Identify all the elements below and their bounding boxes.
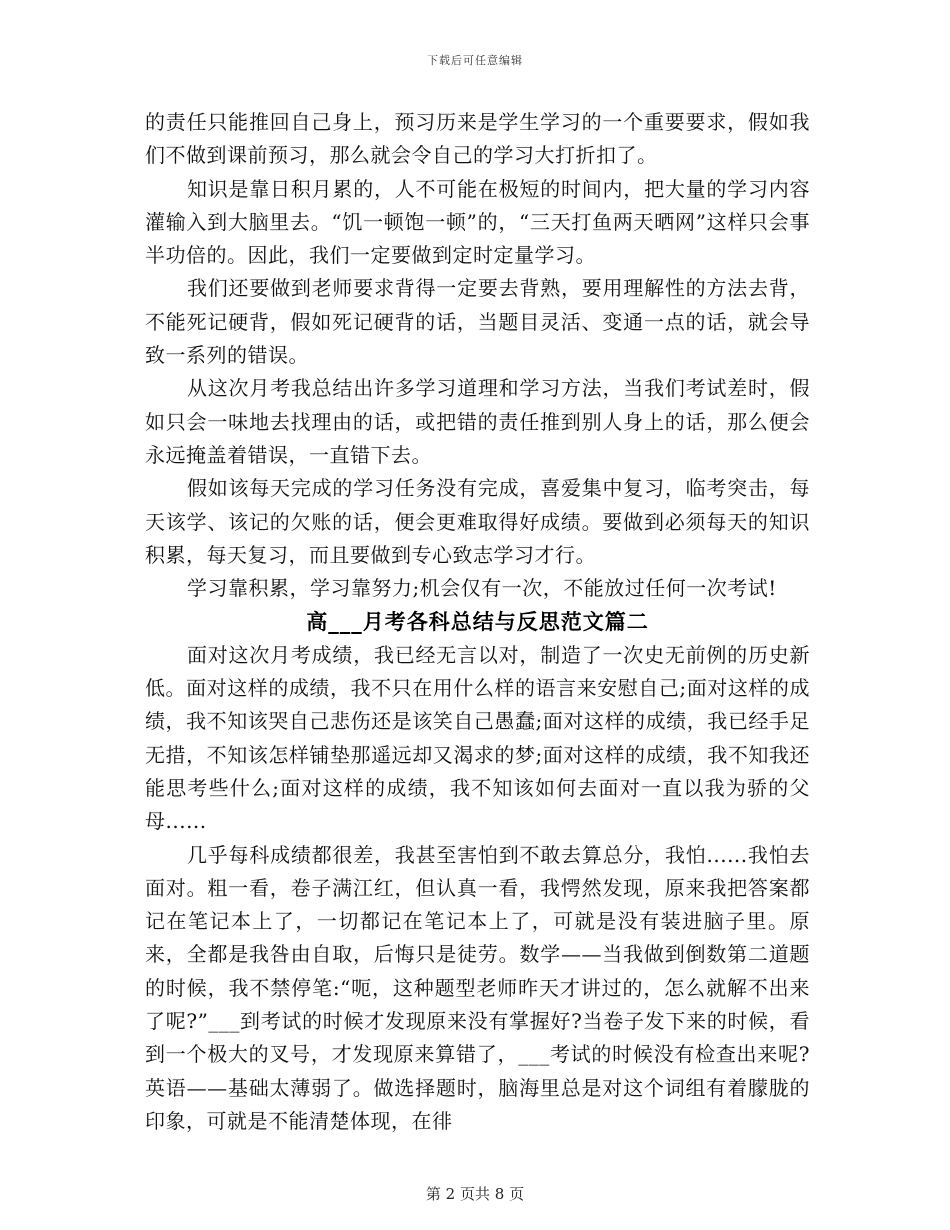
paragraph-exam-lessons: 从这次月考我总结出许多学习道理和学习方法，当我们考试差时，假如只会一味地去找理由的话，或把错的责任推到别人身上的话，那么便会永远掩盖着错误，一直错下去。 bbox=[145, 376, 810, 467]
section-title: 高___月考各科总结与反思范文篇二 bbox=[306, 609, 649, 635]
paragraph-subject-review: 几乎每科成绩都很差，我甚至害怕到不敢去算总分，我怕......我怕去面对。粗一看，卷子满江红，但认真一看，我愕然发现，原来我把答案都记在笔记本上了，一切都记在笔记本上了，可就是没有装进脑子里。原来，全都是我咎由自取，后悔只是徒劳。数学——当我做到倒数第二道题的时候，我不禁停笔:“呃，这种题型老师昨天才讲过的，怎么就解不出来了呢?”___到考试的时候才发现原来没有掌握好?当卷子发下来的时候，看到一个极大的叉号，才发现原来算错了，___考试的时候没有检查出来呢?英语——基础太薄弱了。做选择题时，脑海里总是对这个词组有着朦胧的印象，可就是不能清楚体现，在徘 bbox=[145, 842, 810, 1133]
paragraph-facing-results: 面对这次月考成绩，我已经无言以对，制造了一次史无前例的历史新低。面对这样的成绩，我不只在用什么样的语言来安慰自己;面对这样的成绩，我不知该哭自己悲伤还是该笑自己愚蠢;面对这样的成绩，我已经手足无措，不知该怎样铺垫那遥远却又渴求的梦;面对这样的成绩，我不知我还能思考些什么;面对这样的成绩，我不知该如何去面对一直以我为骄的父母...... bbox=[145, 642, 810, 834]
paragraph-knowledge-accumulation: 知识是靠日积月累的，人不可能在极短的时间内，把大量的学习内容灌输入到大脑里去。“饥一顿饱一顿”的，“三天打鱼两天晒网”这样只会事半功倍的。因此，我们一定要做到定时定量学习。 bbox=[145, 176, 810, 268]
paragraph-continuation: 的责任只能推回自己身上，预习历来是学生学习的一个重要要求，假如我们不做到课前预习，那么就会令自己的学习大打折扣了。 bbox=[145, 110, 810, 168]
paragraph-daily-tasks: 假如该每天完成的学习任务没有完成，喜爱集中复习，临考突击，每天该学、该记的欠账的话，便会更难取得好成绩。要做到必须每天的知识积累，每天复习，而且要做到专心致志学习才行。 bbox=[145, 476, 810, 567]
paragraph-memorization: 我们还要做到老师要求背得一定要去背熟，要用理解性的方法去背，不能死记硬背，假如死记硬背的话，当题目灵活、变通一点的话，就会导致一系列的错误。 bbox=[145, 276, 810, 368]
page-footer: 第 2 页共 8 页 bbox=[425, 1185, 525, 1203]
document-body bbox=[145, 106, 810, 1138]
page-header-note: 下载后可任意编辑 bbox=[427, 54, 523, 67]
paragraph-motto: 学习靠积累，学习靠努力;机会仅有一次，不能放过任何一次考试! bbox=[187, 576, 777, 601]
